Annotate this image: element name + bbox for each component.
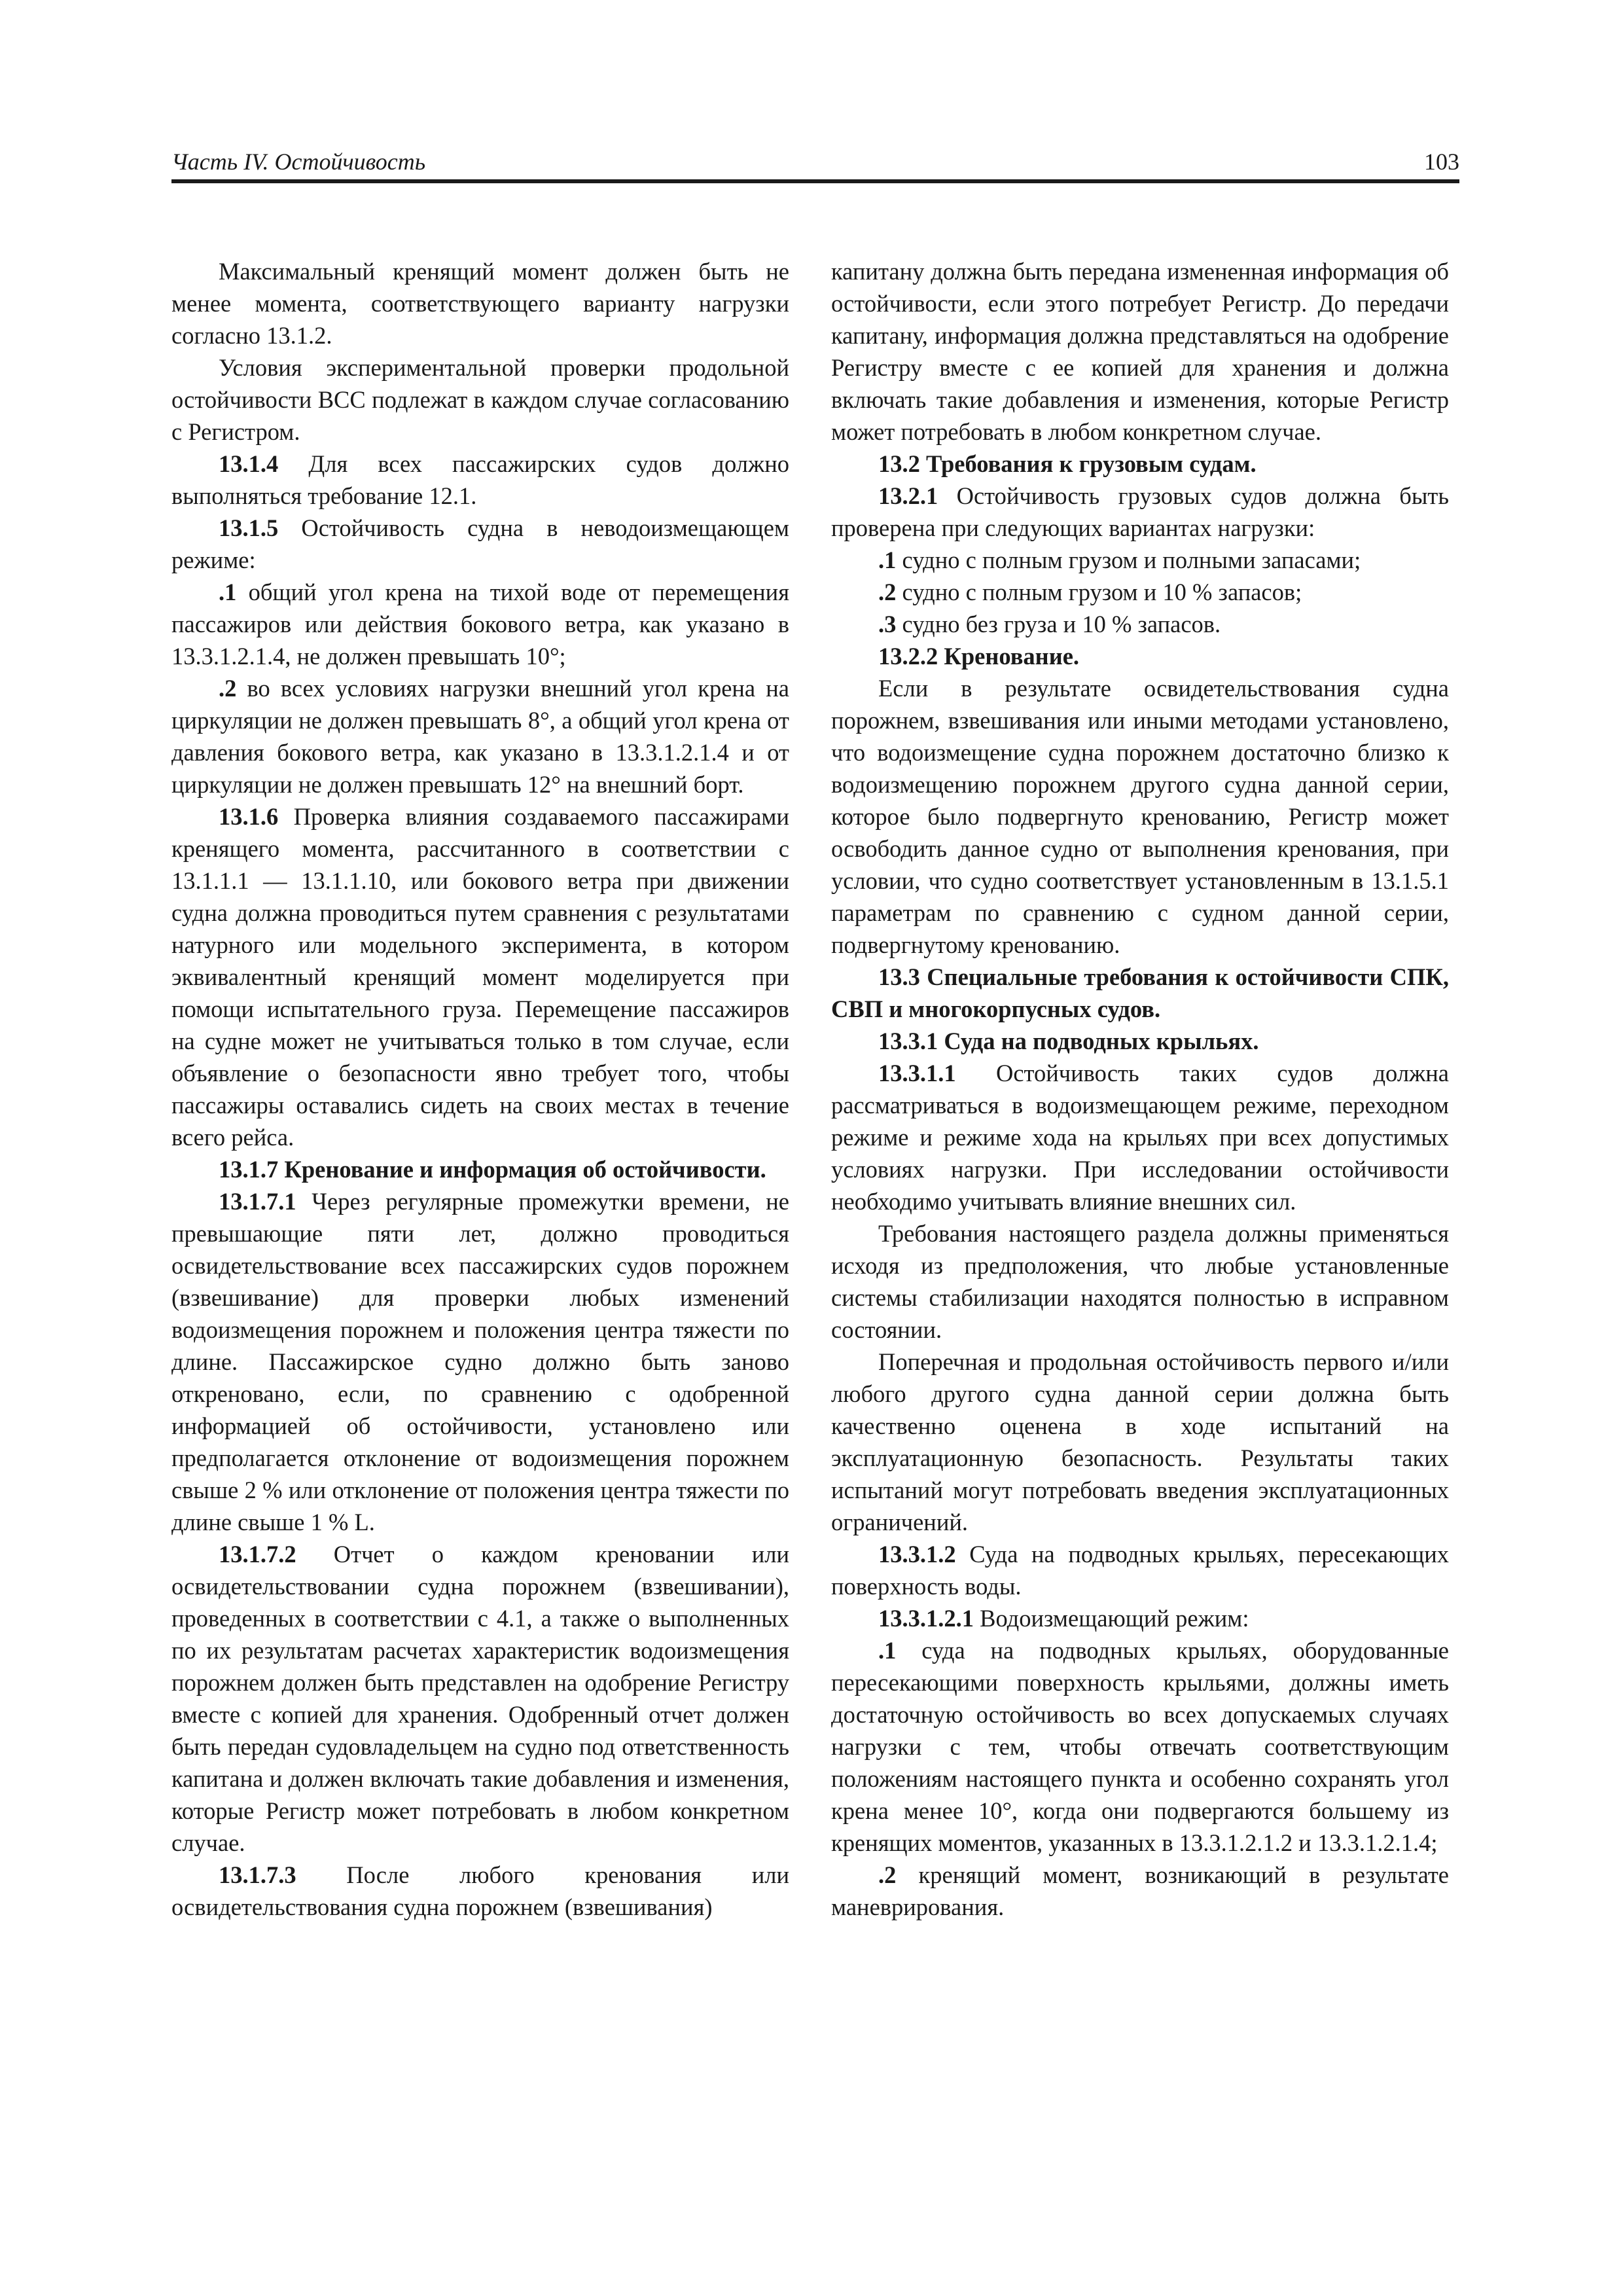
paragraph-text: судно без груза и 10 % запасов. bbox=[896, 611, 1221, 637]
paragraph bbox=[831, 1217, 1449, 1346]
part-title: Часть IV. Остойчивость bbox=[171, 149, 426, 175]
clause-number: 13.2 Требования к грузовым судам. bbox=[878, 450, 1257, 477]
paragraph bbox=[171, 512, 789, 576]
paragraph bbox=[171, 672, 789, 800]
paragraph bbox=[831, 608, 1449, 640]
paragraph bbox=[831, 1025, 1449, 1057]
clause-number: 13.1.7 Кренование и информация об остойчивости. bbox=[219, 1156, 766, 1183]
paragraph-text: Условия экспериментальной проверки продольной остойчивости ВСС подлежат в каждом случае согласованию с Регистром. bbox=[171, 354, 789, 445]
paragraph bbox=[171, 448, 789, 512]
paragraph bbox=[831, 1057, 1449, 1217]
paragraph bbox=[831, 672, 1449, 961]
paragraph-text: Для всех пассажирских судов должно выполняться требование 12.1. bbox=[171, 450, 789, 509]
paragraph-text: Остойчивость грузовых судов должна быть проверена при следующих вариантах нагрузки: bbox=[831, 482, 1449, 541]
paragraph-text: Остойчивость судна в неводоизмещающем режиме: bbox=[171, 514, 789, 573]
paragraph bbox=[831, 1346, 1449, 1538]
clause-number: 13.3 Специальные требования к остойчивости СПК, СВП и многокорпусных судов. bbox=[831, 963, 1449, 1022]
paragraph bbox=[831, 1538, 1449, 1602]
paragraph bbox=[171, 1153, 789, 1185]
paragraph-text: После любого кренования или освидетельствования судна порожнем (взвешивания) bbox=[171, 1861, 789, 1920]
clause-number: 13.1.7.2 bbox=[219, 1541, 296, 1568]
paragraph-text: Требования настоящего раздела должны применяться исходя из предположения, что любые установленные системы стабилизации находятся полностью в исправном состоянии. bbox=[831, 1220, 1449, 1343]
left-column bbox=[171, 255, 789, 1923]
paragraph-text: Если в результате освидетельствования судна порожнем, взвешивания или иными методами установлено, что водоизмещение судна порожнем достаточно близко к водоизмещению порожнем другого судна данной серии, которое было подвергнуто кренованию, Регистр может освободить данное судно от выполнения кренования, при условии, что судно соответствует установленным в 13.1.5.1 параметрам по сравнению с судном данной серии, подвергнутому кренованию. bbox=[831, 675, 1449, 958]
paragraph bbox=[831, 640, 1449, 672]
paragraph bbox=[171, 255, 789, 351]
clause-number: .1 bbox=[219, 579, 237, 605]
paragraph-text: Отчет о каждом креновании или освидетельствовании судна порожнем (взвешивании), проведенных в соответствии с 4.1, а также о выполненных по их результатам расчетах характеристик водоизмещения порожнем должен быть представлен на одобрение Регистру вместе с копией для хранения. Одобренный отчет должен быть передан судовладельцем на судно под ответственность капитана и должен включать такие добавления и изменения, которые Регистр может потребовать в любом конкретном случае. bbox=[171, 1541, 789, 1856]
paragraph-text: Остойчивость таких судов должна рассматриваться в водоизмещающем режиме, переходном режиме и режиме хода на крыльях при всех допустимых условиях нагрузки. При исследовании остойчивости необходимо учитывать влияние внешних сил. bbox=[831, 1060, 1449, 1215]
paragraph-text: Проверка влияния создаваемого пассажирами кренящего момента, рассчитанного в соответствии с 13.1.1.1 — 13.1.1.10, или бокового ветра при движении судна должна проводиться путем сравнения с результатами натурного или модельного эксперимента, в котором эквивалентный кренящий момент моделируется при помощи испытательного груза. Перемещение пассажиров на судне может не учитываться только в том случае, если объявление о безопасности явно требует того, чтобы пассажиры оставались сидеть на своих местах в течение всего рейса. bbox=[171, 803, 789, 1151]
paragraph bbox=[831, 1634, 1449, 1859]
clause-number: .2 bbox=[219, 675, 237, 702]
paragraph-text: судно с полным грузом и 10 % запасов; bbox=[896, 579, 1302, 605]
paragraph-text: судно с полным грузом и полными запасами; bbox=[896, 547, 1361, 573]
clause-number: .1 bbox=[878, 1637, 897, 1664]
paragraph bbox=[171, 1859, 789, 1923]
paragraph-text: капитану должна быть передана измененная информация об остойчивости, если этого потребует Регистр. До передачи капитану, информация должна представляться на одобрение Регистру вместе с ее копией для хранения и должна включать такие добавления и изменения, которые Регистр может потребовать в любом конкретном случае. bbox=[831, 258, 1449, 445]
paragraph bbox=[831, 1602, 1449, 1634]
clause-number: 13.1.7.3 bbox=[219, 1861, 296, 1888]
paragraph bbox=[171, 1185, 789, 1538]
paragraph bbox=[171, 800, 789, 1153]
paragraph bbox=[171, 351, 789, 448]
clause-number: 13.2.2 Кренование. bbox=[878, 643, 1080, 670]
clause-number: 13.3.1.2 bbox=[878, 1541, 956, 1568]
clause-number: .2 bbox=[878, 579, 897, 605]
clause-number: .3 bbox=[878, 611, 897, 637]
paragraph-text: Водоизмещающий режим: bbox=[974, 1605, 1249, 1632]
clause-number: 13.3.1 Суда на подводных крыльях. bbox=[878, 1028, 1259, 1054]
clause-number: 13.1.5 bbox=[219, 514, 279, 541]
paragraph bbox=[831, 961, 1449, 1025]
paragraph bbox=[171, 576, 789, 672]
paragraph bbox=[831, 448, 1449, 480]
right-column bbox=[831, 255, 1449, 1923]
paragraph-text: Через регулярные промежутки времени, не превышающие пяти лет, должно проводиться освидетельствование всех пассажирских судов порожнем (взвешивание) для проверки любых изменений водоизмещения порожнем и положения центра тяжести по длине. Пассажирское судно должно быть заново откреновано, если, по сравнению с одобренной информацией об остойчивости, установлено или предполагается отклонение от водоизмещения порожнем свыше 2 % или отклонение от положения центра тяжести по длине свыше 1 % L. bbox=[171, 1188, 789, 1535]
paragraph-text: Поперечная и продольная остойчивость первого и/или любого другого судна данной серии должна быть качественно оценена в ходе испытаний на эксплуатационную безопасность. Результаты таких испытаний могут потребовать введения эксплуатационных ограничений. bbox=[831, 1348, 1449, 1535]
running-header bbox=[171, 145, 1459, 183]
paragraph-text: Суда на подводных крыльях, пересекающих поверхность воды. bbox=[831, 1541, 1449, 1600]
paragraph-text: кренящий момент, возникающий в результате маневрирования. bbox=[831, 1861, 1449, 1920]
clause-number: .1 bbox=[878, 547, 897, 573]
clause-number: 13.1.6 bbox=[219, 803, 279, 830]
clause-number: 13.3.1.1 bbox=[878, 1060, 956, 1086]
clause-number: 13.1.7.1 bbox=[219, 1188, 296, 1215]
page-number: 103 bbox=[1424, 149, 1459, 175]
paragraph-text: Максимальный кренящий момент должен быть не менее момента, соответствующего варианту нагрузки согласно 13.1.2. bbox=[171, 258, 789, 349]
paragraph bbox=[171, 1538, 789, 1859]
paragraph bbox=[831, 480, 1449, 544]
paragraph-text: общий угол крена на тихой воде от перемещения пассажиров или действия бокового ветра, как указано в 13.3.1.2.1.4, не должен превышать 10°; bbox=[171, 579, 789, 670]
clause-number: .2 bbox=[878, 1861, 897, 1888]
clause-number: 13.2.1 bbox=[878, 482, 938, 509]
paragraph bbox=[831, 576, 1449, 608]
paragraph bbox=[831, 255, 1449, 448]
clause-number: 13.1.4 bbox=[219, 450, 279, 477]
paragraph-text: во всех условиях нагрузки внешний угол крена на циркуляции не должен превышать 8°, а общий угол крена от давления бокового ветра, как указано в 13.3.1.2.1.4 и от циркуляции не должен превышать 12° на внешний борт. bbox=[171, 675, 789, 798]
paragraph-text: суда на подводных крыльях, оборудованные пересекающими поверхность крыльями, должны иметь достаточную остойчивость во всех допускаемых случаях нагрузки с тем, чтобы отвечать соответствующим положениям настоящего пункта и особенно сохранять угол крена менее 10°, когда они подвергаются большему из кренящих моментов, указанных в 13.3.1.2.1.2 и 13.3.1.2.1.4; bbox=[831, 1637, 1449, 1856]
paragraph bbox=[831, 1859, 1449, 1923]
paragraph bbox=[831, 544, 1449, 576]
clause-number: 13.3.1.2.1 bbox=[878, 1605, 974, 1632]
